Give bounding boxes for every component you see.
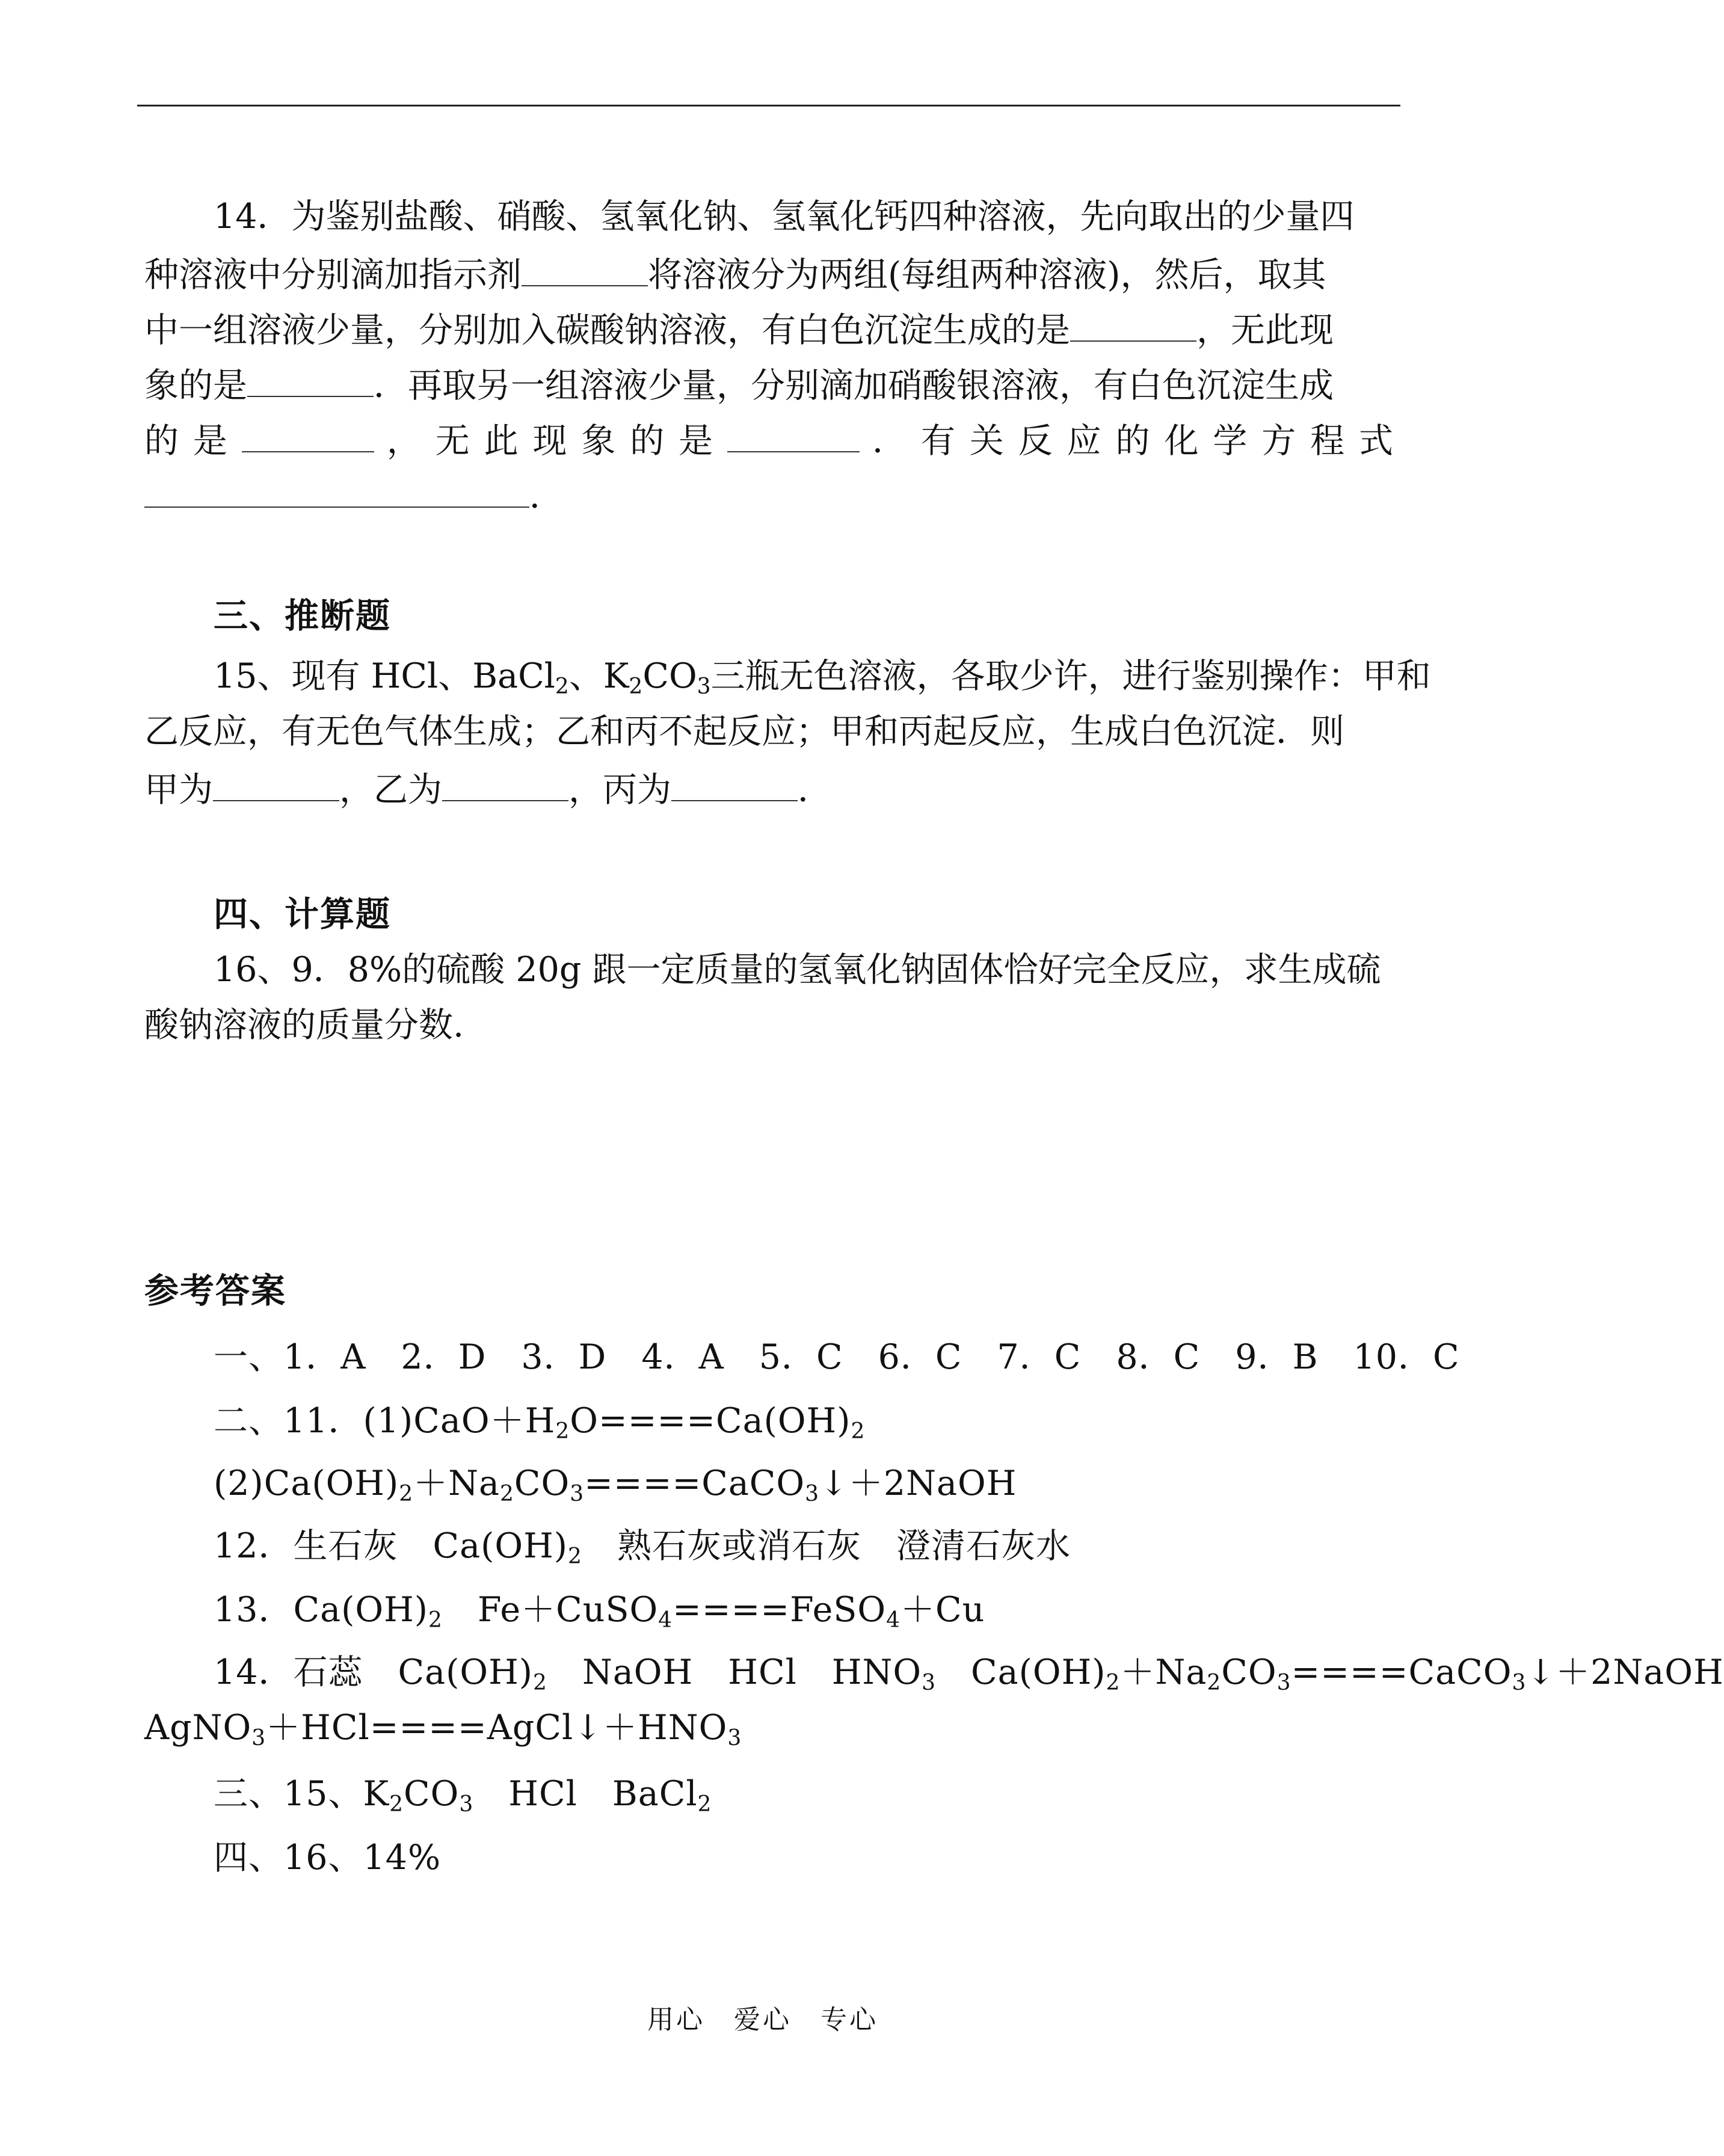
answer-blank[interactable]	[442, 762, 568, 801]
answer-14-line-2: $AgNO_3+HCl====AgCl↓+HNO_3$	[144, 1708, 742, 1751]
q15-line-3: 甲为 ，乙为 ，丙为 ．	[144, 762, 1393, 815]
section-heading-calculation: 四、计算题	[214, 894, 391, 934]
answer-blank[interactable]	[144, 468, 529, 508]
answer-blank[interactable]	[242, 413, 374, 452]
q14-line-2: 种溶液中分别滴加指示剂 将溶液分为两组(每组两种溶液)，然后，取其	[144, 247, 1393, 300]
q14-line-1: 14．为鉴别盐酸、硝酸、氢氧化钠、氢氧化钙四种溶液，先向取出的少量四	[214, 197, 1355, 236]
q16-line-2: 酸钠溶液的质量分数.	[144, 1005, 464, 1045]
answer-blank[interactable]	[671, 762, 798, 801]
answer-11-1: 二、11．$(1)CaO+H_2O====Ca(OH)_2$	[214, 1401, 866, 1444]
q15-line-1: 15、现有 HCl、BaCl$_2$、$K_2CO_3$三瓶无色溶液，各取少许，进行鉴别操作：甲和	[214, 656, 1431, 699]
q14-line-4: 象的是 ．再取另一组溶液少量，分别滴加硝酸银溶液，有白色沉淀生成	[144, 357, 1393, 411]
answer-blank[interactable]	[213, 762, 339, 801]
answer-15: 三、15、$K_2CO_3$ HCl BaCl$_2$	[214, 1774, 712, 1817]
answer-section-1: 一、1．A 2．D 3．D 4．A 5．C 6．C 7．C 8．C 9．B 10．C	[214, 1337, 1460, 1377]
section-heading-inference: 三、推断题	[214, 596, 391, 636]
q14-line-5: 的 是 ， 无 此 现 象 的 是 ． 有 关 反 应 的 化 学 方 程 式	[144, 413, 1393, 466]
answer-12: 12．生石灰 $Ca(OH)_2$ 熟石灰或消石灰 澄清石灰水	[214, 1526, 1071, 1569]
answer-11-2: $(2)Ca(OH)_2+Na_2CO_3====CaCO_3↓+2NaOH$	[214, 1464, 1017, 1506]
q14-line-6: ．	[144, 468, 1393, 522]
q15-line-2: 乙反应，有无色气体生成；乙和丙不起反应；甲和丙起反应，生成白色沉淀．则	[144, 712, 1344, 751]
page-footer: 用心 爱心 专心	[647, 2004, 878, 2035]
answer-14-line-1: 14．石蕊 $Ca(OH)_2$ NaOH HCl $HNO_3$ $Ca(OH)_2+Na_2CO_3====CaCO_3↓+2NaOH$	[214, 1652, 1724, 1695]
answers-heading: 参考答案	[144, 1270, 286, 1311]
q16-line-1: 16、9．8%的硫酸 20g 跟一定质量的氢氧化钠固体恰好完全反应，求生成硫	[214, 950, 1381, 990]
answer-blank[interactable]	[247, 357, 374, 397]
q14-line-3: 中一组溶液少量，分别加入碳酸钠溶液，有白色沉淀生成的是 ，无此现	[144, 302, 1393, 356]
answer-blank[interactable]	[522, 247, 648, 286]
answer-16: 四、16、14%	[214, 1838, 442, 1877]
answer-blank[interactable]	[727, 413, 860, 452]
header-rule	[137, 105, 1400, 106]
answer-13: 13．$Ca(OH)_2$ Fe＋CuSO$_4$====FeSO$_4$＋Cu	[214, 1590, 985, 1633]
answer-blank[interactable]	[1070, 302, 1196, 342]
